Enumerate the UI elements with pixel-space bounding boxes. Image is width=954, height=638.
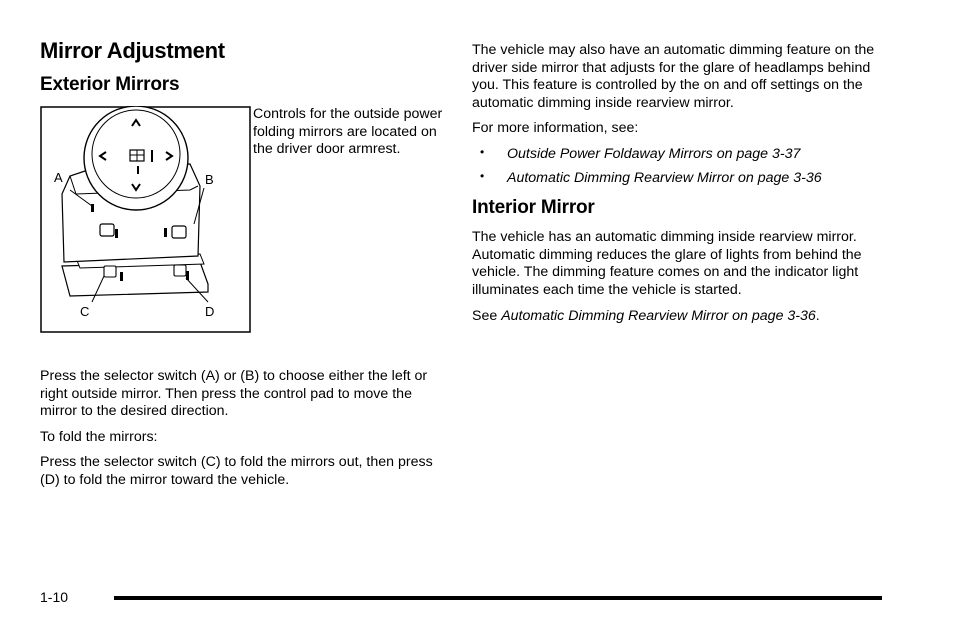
reference-item[interactable] (472, 146, 877, 164)
see-prefix: See (472, 307, 502, 324)
paragraph-selector-switch: Press the selector switch (A) or (B) to choose either the left or right outside mirror. Then press the control pad to move the mirror to the desired direction. (40, 368, 428, 420)
right-column (472, 42, 877, 333)
paragraph-fold-switch: Press the selector switch (C) to fold the mirrors out, then press (D) to fold the mirror toward the vehicle. (40, 454, 433, 488)
mirror-controls-drawing (40, 106, 252, 334)
section-heading-exterior-mirrors: Exterior Mirrors (40, 74, 180, 95)
page-title: Mirror Adjustment (40, 38, 225, 63)
left-body-text (40, 368, 440, 498)
figure-caption: Controls for the outside power folding mirrors are located on the driver door armrest. (253, 106, 443, 158)
paragraph-auto-dimming-driver: The vehicle may also have an automatic dimming feature on the driver side mirror that adjusts for the glare of headlamps behind you. This feature is controlled by the on and off settings on the automatic dimming inside rearview mirror. (472, 42, 875, 111)
label-a: A (54, 170, 63, 185)
section-heading-interior-mirror: Interior Mirror (472, 197, 595, 219)
reference-link[interactable]: Outside Power Foldaway Mirrors on page 3-37 (507, 145, 801, 162)
paragraph-to-fold: To fold the mirrors: (40, 428, 158, 445)
left-column (40, 38, 443, 488)
see-suffix: . (815, 307, 820, 324)
page-number: 1-10 (40, 589, 69, 605)
bullet-icon: • (480, 144, 485, 159)
label-b: B (205, 172, 214, 187)
bullet-icon: • (480, 168, 485, 183)
footer-rule (114, 596, 882, 600)
paragraph-interior-mirror: The vehicle has an automatic dimming inside rearview mirror. Automatic dimming reduces the glare of lights from behind the vehicle. The dimming feature comes on and the indicator light illuminates each time the vehicle is started. (472, 229, 862, 298)
see-reference-link[interactable]: Automatic Dimming Rearview Mirror on page 3-36 (501, 307, 816, 324)
label-d: D (205, 304, 215, 319)
paragraph-more-info: For more information, see: (472, 120, 639, 137)
figure-row (40, 106, 443, 336)
reference-item[interactable] (472, 170, 877, 188)
reference-list (472, 146, 877, 187)
paragraph-see-reference (472, 308, 877, 326)
label-c: C (80, 304, 90, 319)
reference-link[interactable]: Automatic Dimming Rearview Mirror on page 3-36 (507, 169, 822, 186)
